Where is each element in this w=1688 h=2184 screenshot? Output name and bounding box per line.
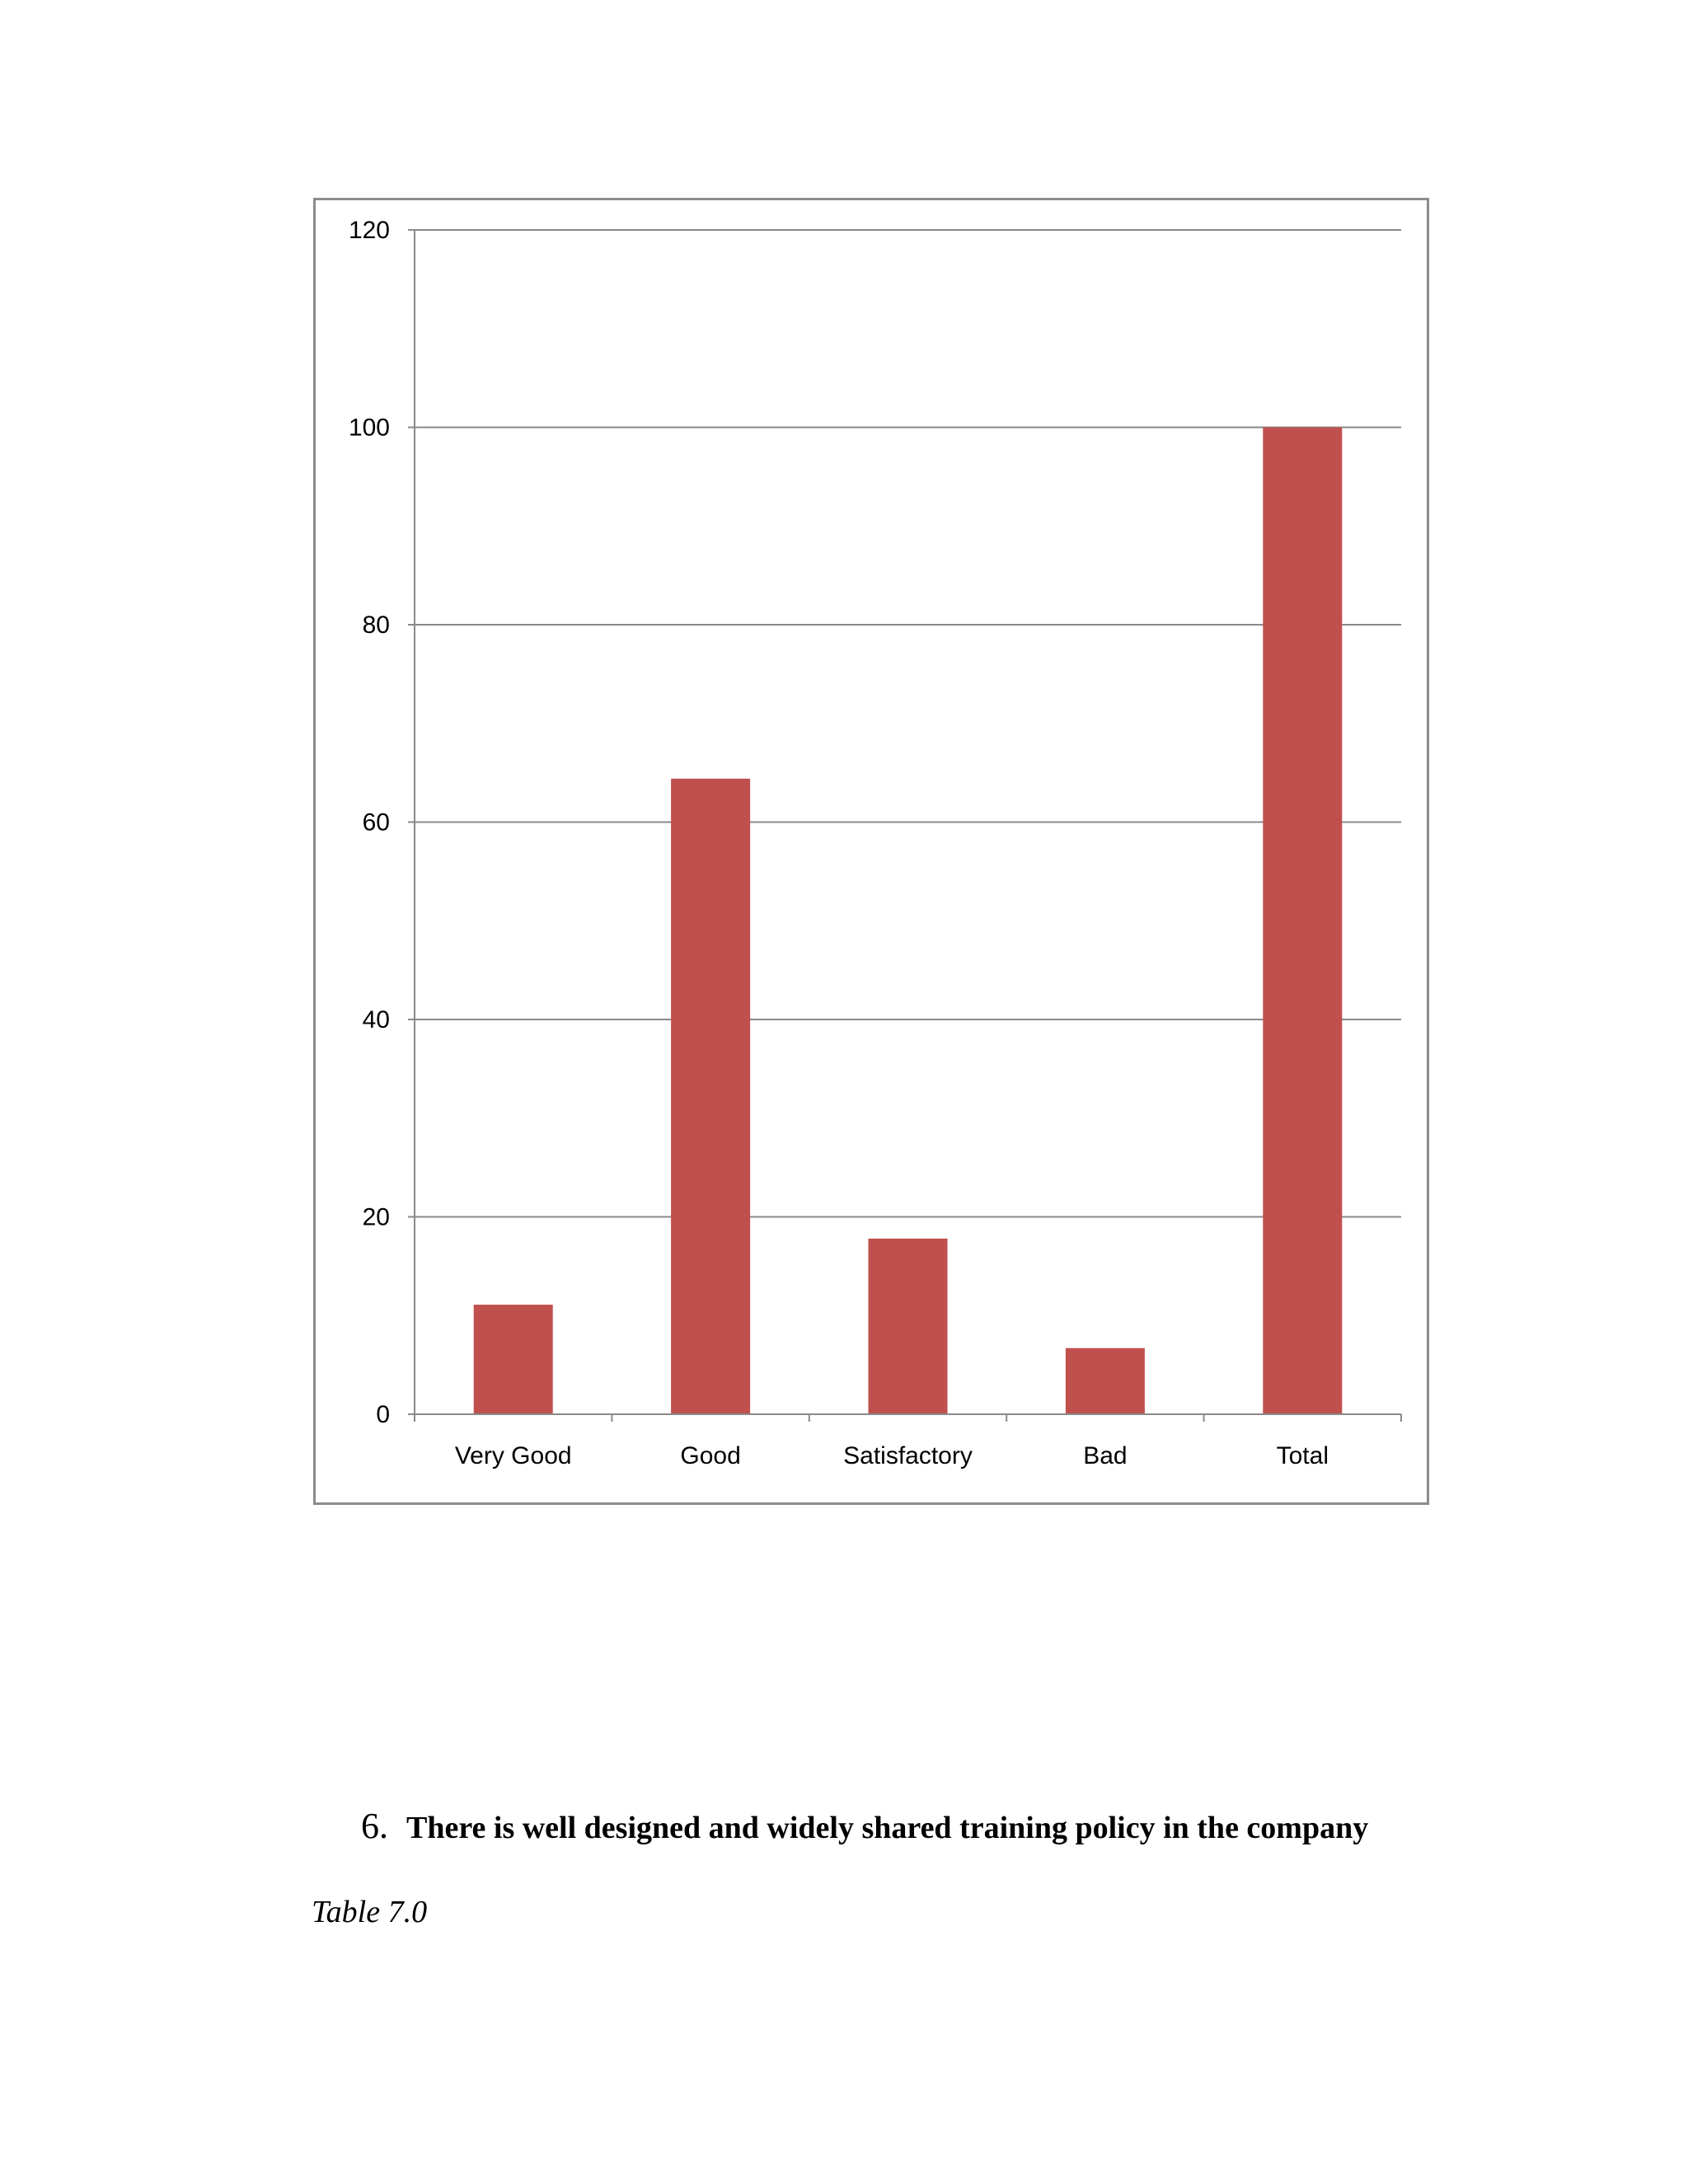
- bar-bad: [1066, 1348, 1145, 1414]
- x-tick-label: Good: [680, 1442, 741, 1469]
- x-tick-label: Satisfactory: [843, 1442, 973, 1469]
- bar-total: [1263, 428, 1342, 1415]
- bar-very-good: [474, 1305, 553, 1414]
- question-number: 6.: [361, 1806, 388, 1846]
- y-tick-label: 40: [362, 1006, 390, 1033]
- chart-plot: [316, 200, 1427, 1502]
- x-tick-label: Bad: [1083, 1442, 1128, 1469]
- y-tick-label: 20: [362, 1203, 390, 1231]
- bar-good: [671, 779, 750, 1414]
- x-tick-label: Total: [1276, 1442, 1329, 1469]
- bar-satisfactory: [869, 1239, 948, 1414]
- y-tick-label: 100: [348, 414, 390, 442]
- y-tick-label: 0: [376, 1401, 390, 1428]
- bar-chart: [313, 198, 1429, 1505]
- question-text: There is well designed and widely shared training policy in the company: [406, 1811, 1369, 1845]
- y-tick-label: 80: [362, 612, 390, 639]
- y-tick-label: 60: [362, 808, 390, 837]
- question-heading: [361, 1805, 1515, 1847]
- table-caption: Table 7.0: [312, 1895, 428, 1929]
- x-tick-label: Very Good: [454, 1442, 572, 1469]
- y-tick-label: 120: [348, 217, 390, 244]
